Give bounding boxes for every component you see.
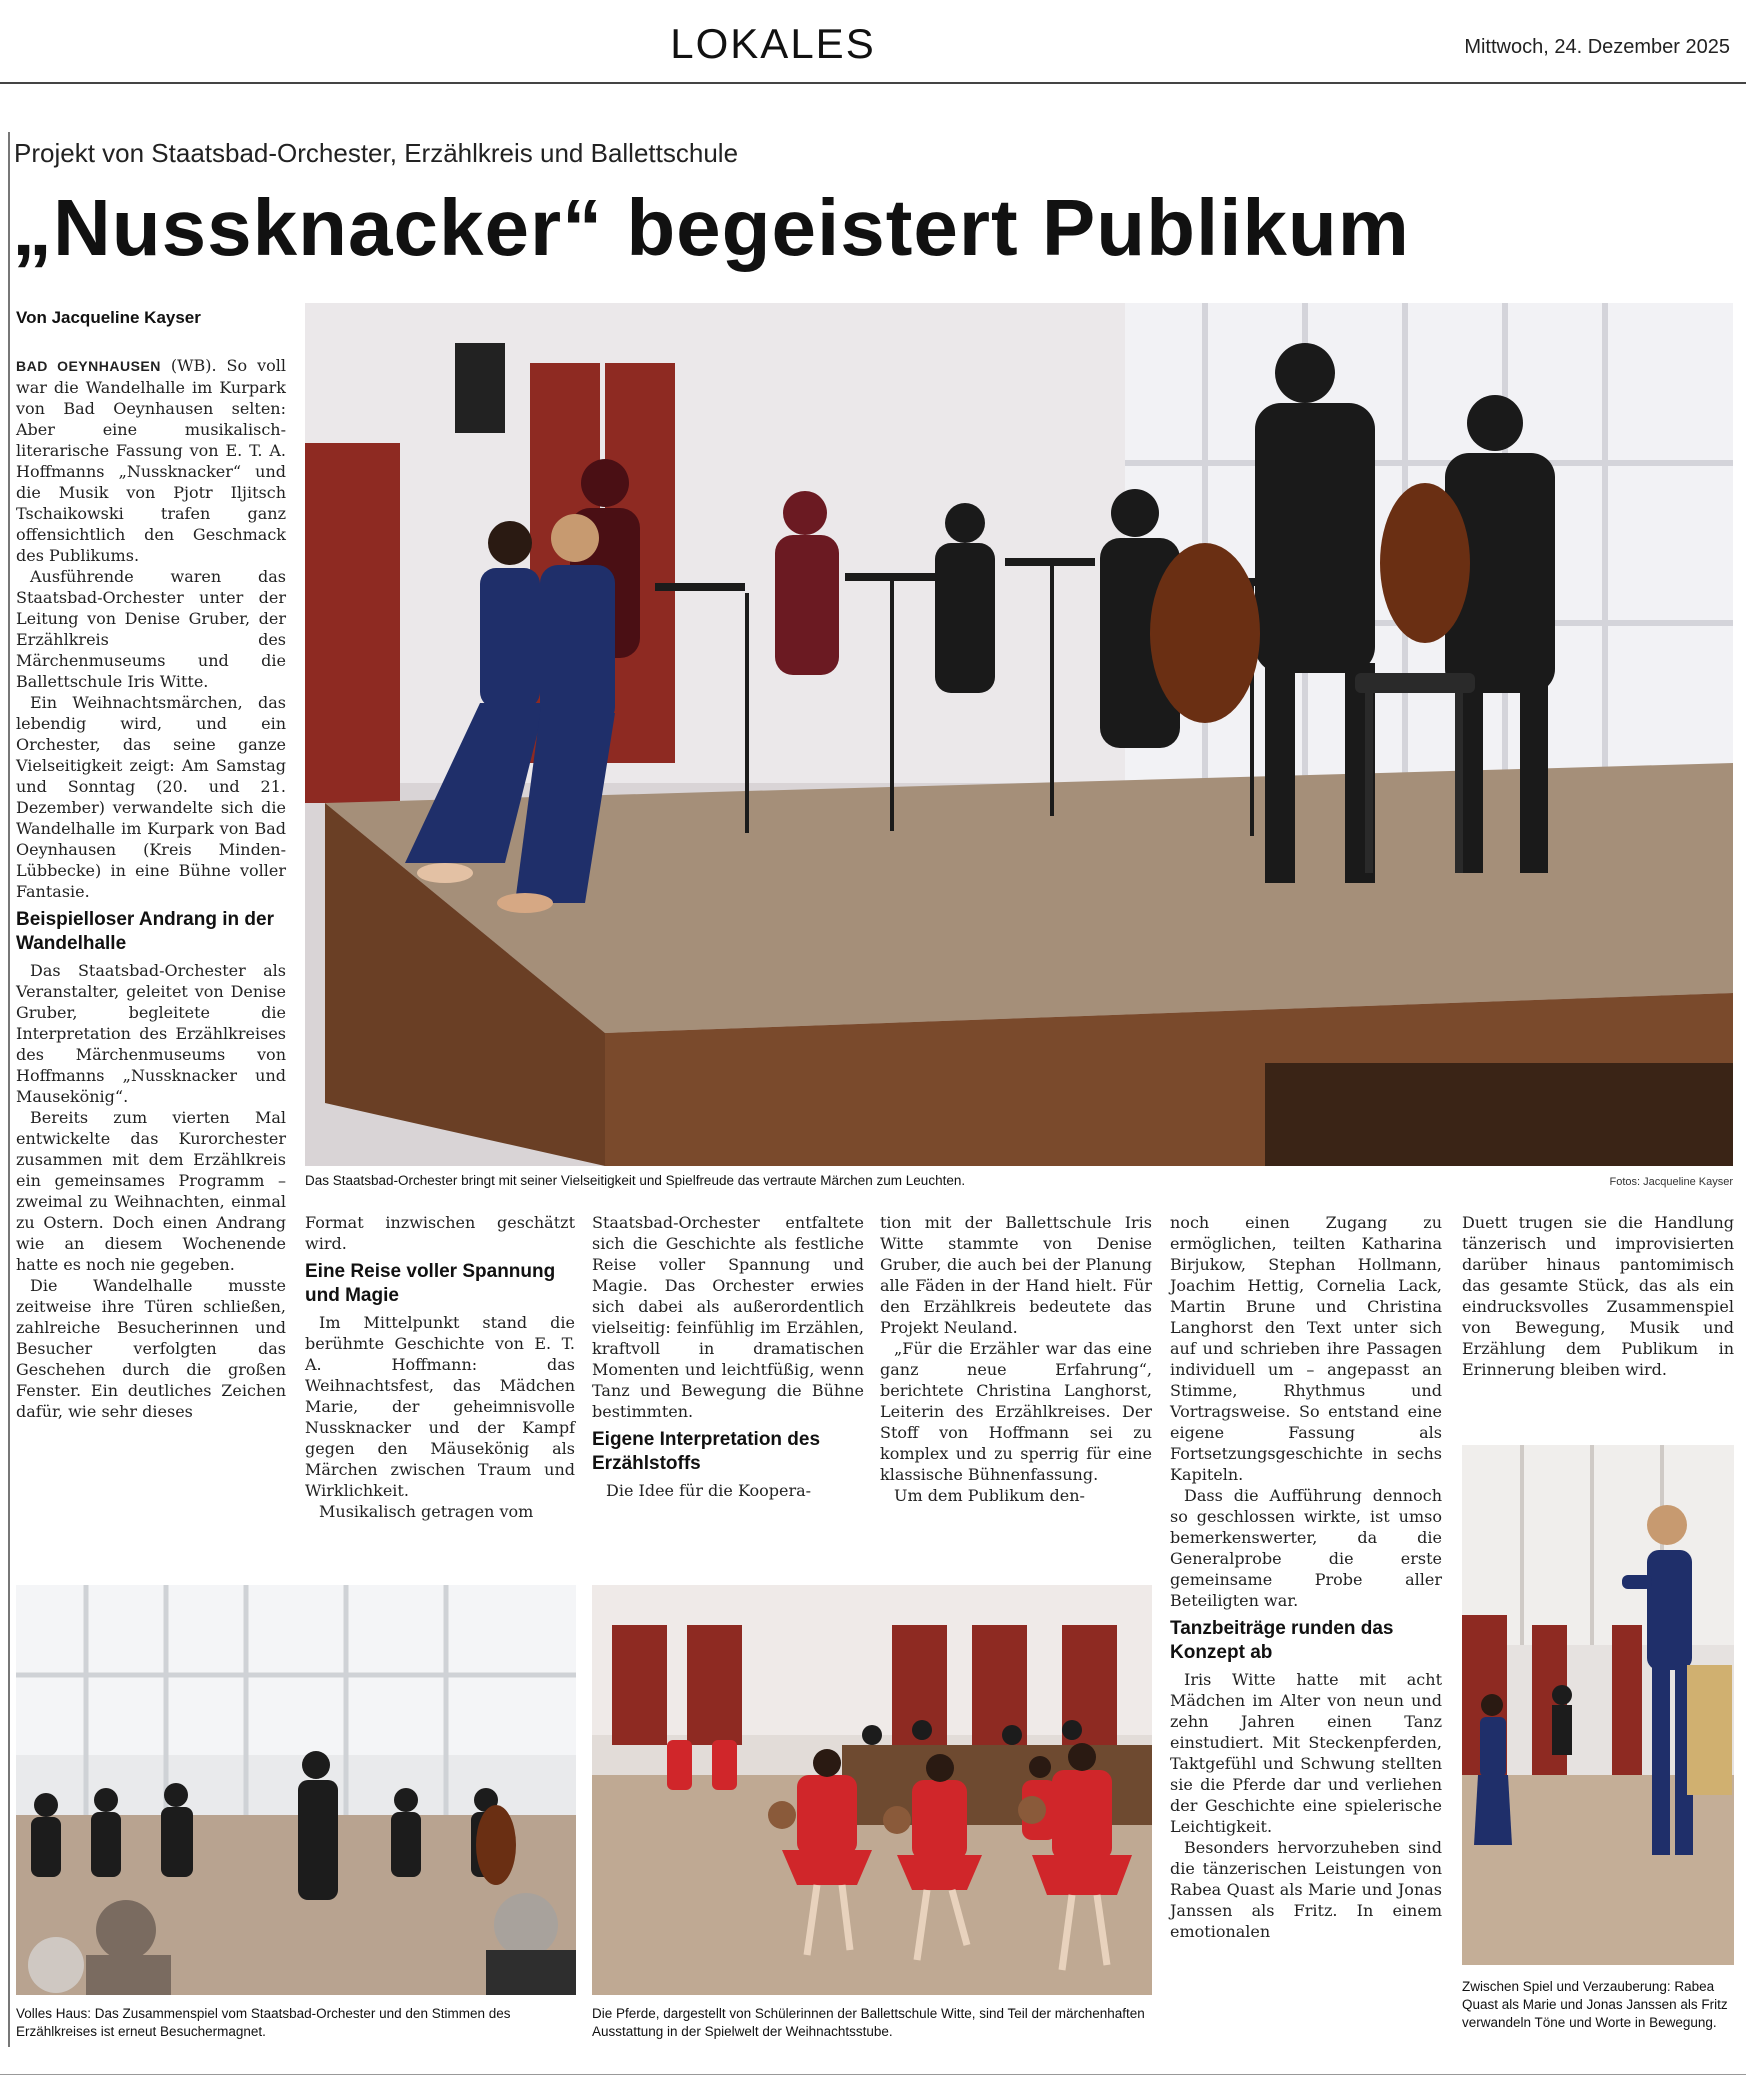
paragraph: Ausführende waren das Staatsbad-Orchester unter der Leitung von Denise Gruber, der Erzählkreis des Märchenmuseums und die Ballettschule Iris Witte.: [16, 567, 286, 691]
issue-date: Mittwoch, 24. Dezember 2025: [1464, 36, 1730, 58]
column-5: [1170, 1212, 1442, 1942]
paragraph: Im Mittelpunkt stand die berühmte Geschichte von E. T. A. Hoffmann: das Weihnachtsfest, das Mädchen Marie, der geheimnisvolle Nussknacker und der Kampf gegen den Mäusekönig als Märchen zwischen Traum und Wirklichkeit.: [305, 1313, 575, 1500]
photo-credit: Fotos: Jacqueline Kayser: [1609, 1176, 1733, 1188]
page-bottom-rule: [0, 2074, 1746, 2075]
subheading: Beispielloser Andrang in der Wandelhalle: [16, 909, 274, 954]
main-photo-orchestra: [305, 303, 1733, 1166]
paragraph: tion mit der Ballettschule Iris Witte stammte von Denise Gruber, die auch bei der Planung alle Fäden in der Hand hielt. Für den Erzählkreis bedeutete das Projekt Neuland.: [880, 1213, 1152, 1337]
paragraph: Ein Weihnachtsmärchen, das lebendig wird, und ein Orchester, das seine ganze Vielseitigkeit zeigt: Am Samstag und Sonntag (20. und 21. Dezember) verwandelte sich die Wandelhalle im Kurpark von Bad Oeynhausen (Kreis Minden-Lübbecke) in eine Bühne voller Fantasie.: [16, 693, 286, 901]
paragraph: Die Wandelhalle musste zeitweise ihre Türen schließen, zahlreiche Besucherinnen und Besucher verfolgten das Geschehen durch die großen Fenster. Ein deutliches Zeichen dafür, wie sehr dieses: [16, 1276, 286, 1421]
main-photo-caption: Das Staatsbad-Orchester bringt mit seiner Vielseitigkeit und Spielfreude das vertraute Märchen zum Leuchten.: [305, 1173, 966, 1188]
photo-full-house: [16, 1585, 576, 1995]
masthead-rule: [0, 82, 1746, 84]
paragraph: noch einen Zugang zu ermöglichen, teilten Katharina Birjukow, Stephan Hollmann, Joachim Hettig, Cornelia Lack, Martin Brune und Christina Langhorst den Text unter sich auf und schrieben ihre Passagen individuell um – angepasst an Stimme, Rhythmus und Vortragsweise. So entstand eine eigene Fassung als Fortsetzungsgeschichte in sechs Kapiteln.: [1170, 1213, 1442, 1484]
column-2: [305, 1212, 575, 1522]
column-4: [880, 1212, 1152, 1506]
photo-horses-caption: Die Pferde, dargestellt von Schülerinnen der Ballettschule Witte, sind Teil der märchenhaften Ausstattung in der Spielwelt der Weihnachtsstube.: [592, 2006, 1145, 2039]
article-kicker: Projekt von Staatsbad-Orchester, Erzählkreis und Ballettschule: [14, 138, 739, 168]
article-headline: „Nussknacker“ begeistert Publikum: [12, 183, 1410, 272]
photo-horses-dancers: [592, 1585, 1152, 1995]
subheading: Eine Reise voller Spannung und Magie: [305, 1261, 556, 1306]
column-6: [1462, 1212, 1734, 1380]
article-byline: Von Jacqueline Kayser: [16, 308, 201, 327]
paragraph: Staatsbad-Orchester entfaltete sich die Geschichte als festliche Reise voller Spannung und Magie. Das Orchester erwies sich dabei als außerordentlich vielseitig: feinfühlig im Erzählen, kraftvoll in dramatischen Momenten und leichtfüßig, wenn Tanz und Bewegung die Bühne bestimmten.: [592, 1213, 864, 1421]
paragraph: Um dem Publikum den-: [894, 1486, 1085, 1505]
paragraph: „Für die Erzähler war das eine ganz neue Erfahrung“, berichtete Christina Langhorst, Leiterin des Erzählkreises. Der Stoff von Hoffmann sei zu komplex und zu sperrig für eine klassische Bühnenfassung.: [880, 1339, 1152, 1484]
subheading: Tanzbeiträge runden das Konzept ab: [1170, 1618, 1394, 1663]
paragraph: Iris Witte hatte mit acht Mädchen im Alter von neun und zehn Jahren einen Tanz einstudiert. Mit Steckenpferden, Taktgefühl und Schwung stellten sie die Pferde dar und verliehen der Geschichte eine spielerische Leichtigkeit.: [1170, 1670, 1442, 1836]
paragraph: Bereits zum vierten Mal entwickelte das Kurorchester zusammen mit dem Erzählkreis ein gemeinsames Programm – zweimal zu Weihnachten, einmal zu Ostern. Doch einen Andrang wie an diesem Wochenende hatte es noch nie gegeben.: [16, 1108, 286, 1274]
paragraph: Die Idee für die Koopera-: [606, 1481, 812, 1500]
photo-marie-fritz: [1462, 1445, 1734, 1965]
paragraph: Duett trugen sie die Handlung tänzerisch und improvisierten darüber hinaus pantomimisch das gesamte Stück, das als ein eindrucksvolles Zusammenspiel von Bewegung, Musik und Erzählung dem Publikum in Erinnerung bleiben wird.: [1462, 1213, 1734, 1379]
paragraph: Format inzwischen geschätzt wird.: [305, 1213, 575, 1253]
paragraph: Musikalisch getragen vom: [319, 1502, 534, 1521]
column-3: [592, 1212, 864, 1501]
subheading: Eigene Interpretation des Erzählstoffs: [592, 1429, 821, 1474]
paragraph: Dass die Aufführung dennoch so geschlossen wirkte, ist umso bemerkenswerter, da die Generalprobe die erste gemeinsame Probe aller Beteiligten war.: [1170, 1486, 1442, 1610]
paragraph: Das Staatsbad-Orchester als Veranstalter, geleitet von Denise Gruber, begleitete die Interpretation des Erzählkreises des Märchenmuseums von Hoffmanns „Nussknacker und Mausekönig“.: [16, 961, 286, 1106]
photo-marie-fritz-caption: Zwischen Spiel und Verzauberung: Rabea Quast als Marie und Jonas Janssen als Fritz verwandeln Töne und Worte in Bewegung.: [1462, 1979, 1728, 2030]
column-1: [16, 355, 286, 1422]
paragraph: BAD OEYNHAUSEN (WB). So voll war die Wandelhalle im Kurpark von Bad Oeynhausen selten: Aber eine musikalisch-literarische Fassung von E. T. A. Hoffmanns „Nussknacker“ und die Musik von Pjotr Iljitsch Tschaikowski trafen ganz offensichtlich den Geschmack des Publikums.: [16, 356, 286, 565]
photo-full-house-caption: Volles Haus: Das Zusammenspiel vom Staatsbad-Orchester und den Stimmen des Erzählkreises ist erneut Besuchermagnet.: [16, 2006, 511, 2039]
article-left-rule: [8, 132, 10, 2047]
section-title: LOKALES: [670, 20, 876, 67]
dateline: BAD OEYNHAUSEN: [16, 358, 161, 374]
paragraph: Besonders hervorzuheben sind die tänzerischen Leistungen von Rabea Quast als Marie und Jonas Janssen als Fritz. In einem emotionalen: [1170, 1838, 1442, 1941]
